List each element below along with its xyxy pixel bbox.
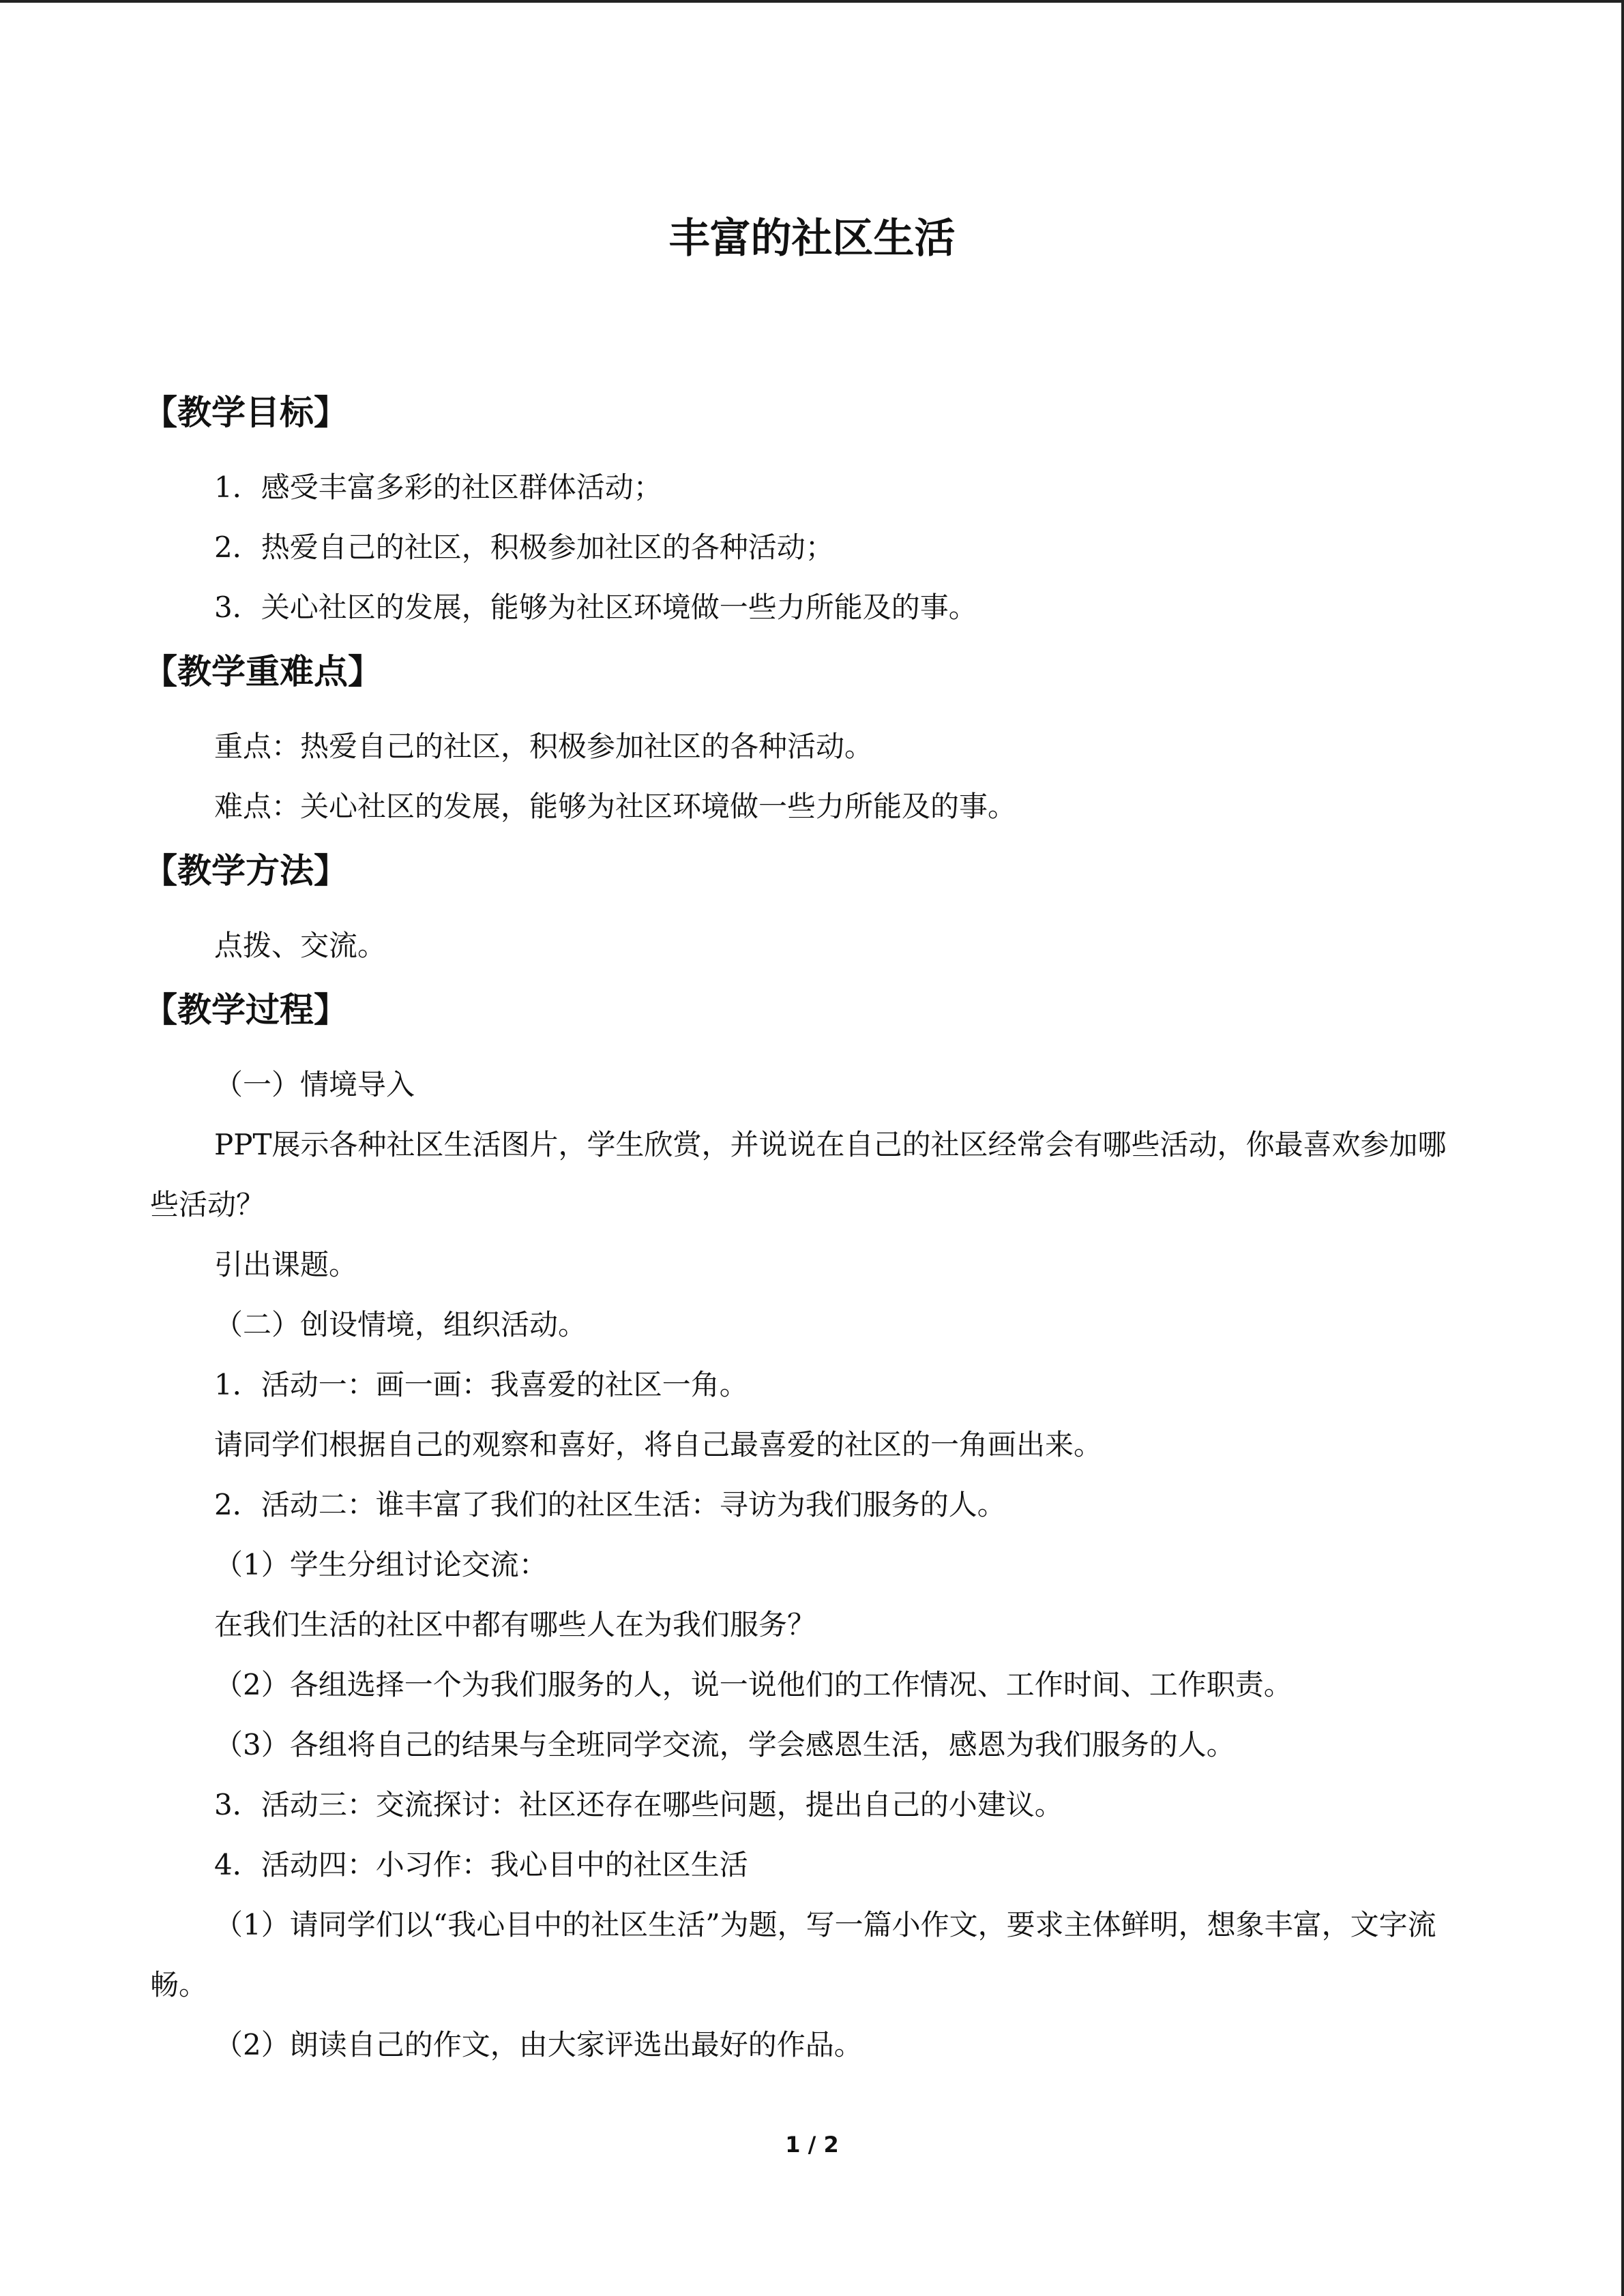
paragraph: （1）请同学们以“我心目中的社区生活”为题，写一篇小作文，要求主体鲜明，想象丰富，文字流畅。 [150, 1908, 1436, 2001]
paragraph: 请同学们根据自己的观察和喜好，将自己最喜爱的社区的一角画出来。 [214, 1428, 1103, 1461]
page-border-right [1621, 0, 1624, 2296]
paragraph: （3）各组将自己的结果与全班同学交流，学会感恩生活，感恩为我们服务的人。 [214, 1728, 1235, 1761]
paragraph: （2）朗读自己的作文，由大家评选出最好的作品。 [214, 2028, 863, 2061]
paragraph: 引出课题。 [214, 1248, 358, 1281]
section-heading-methods: 【教学方法】 [143, 851, 348, 891]
paragraph: （2）各组选择一个为我们服务的人，说一说他们的工作情况、工作时间、工作职责。 [214, 1668, 1293, 1701]
paragraph: 重点：热爱自己的社区，积极参加社区的各种活动。 [214, 730, 874, 763]
page-number: 1 / 2 [785, 2132, 839, 2158]
paragraph: 3．关心社区的发展，能够为社区环境做一些力所能及的事。 [214, 591, 977, 624]
paragraph: PPT展示各种社区生活图片，学生欣赏，并说说在自己的社区经常会有哪些活动，你最喜欢参加哪些活动？ [150, 1128, 1447, 1221]
paragraph: 3．活动三：交流探讨：社区还存在哪些问题，提出自己的小建议。 [214, 1788, 1063, 1821]
document-body [143, 378, 1473, 2075]
paragraph: 4．活动四：小习作：我心目中的社区生活 [214, 1848, 748, 1881]
paragraph: （1）学生分组讨论交流： [214, 1548, 548, 1581]
section-heading-process: 【教学过程】 [143, 990, 348, 1030]
paragraph: 点拨、交流。 [214, 929, 387, 962]
page-border-top [0, 0, 1624, 3]
paragraph: 1．活动一：画一画：我喜爱的社区一角。 [214, 1368, 748, 1401]
paragraph: （二）创设情境，组织活动。 [214, 1308, 587, 1341]
paragraph: 2．热爱自己的社区，积极参加社区的各种活动； [214, 531, 834, 564]
paragraph: （一）情境导入 [214, 1068, 415, 1101]
section-heading-key-points: 【教学重难点】 [143, 652, 382, 691]
paragraph: 难点：关心社区的发展，能够为社区环境做一些力所能及的事。 [214, 790, 1017, 823]
paragraph: 1．感受丰富多彩的社区群体活动； [214, 471, 662, 504]
paragraph: 2．活动二：谁丰富了我们的社区生活：寻访为我们服务的人。 [214, 1488, 1006, 1521]
document-title: 丰富的社区生活 [668, 215, 956, 263]
section-heading-objectives: 【教学目标】 [143, 393, 348, 432]
paragraph: 在我们生活的社区中都有哪些人在为我们服务？ [214, 1608, 816, 1641]
